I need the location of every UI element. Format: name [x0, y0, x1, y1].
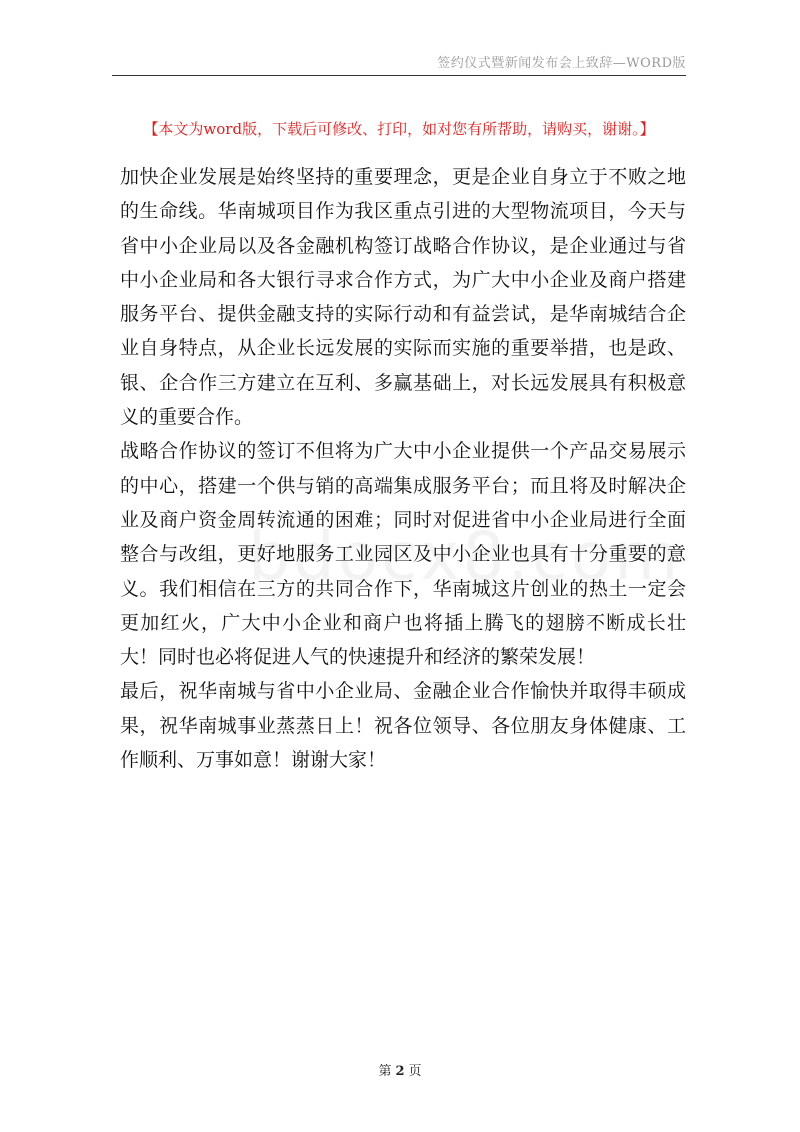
paragraph: 加快企业发展是始终坚持的重要理念，更是企业自身立于不败之地的生命线。华南城项目作为我区重点引进的大型物流项目，今天与省中小企业局以及各金融机构签订战略合作协议，是企业通过与省中小企业局和各大银行寻求合作方式，为广大中小企业及商户搭建服务平台、提供金融支持的实际行动和有益尝试，是华南城结合企业自身特点，从企业长远发展的实际而实施的重要举措，也是政、银、企合作三方建立在互利、多赢基础上，对长远发展具有积极意义的重要合作。 — [120, 166, 686, 429]
page-number: 2 — [395, 1064, 405, 1079]
page-label-prefix: 第 — [378, 1064, 392, 1079]
document-body — [120, 160, 686, 777]
paragraph: 战略合作协议的签订不但将为广大中小企业提供一个产品交易展示的中心，搭建一个供与销的高端集成服务平台；而且将及时解决企业及商户资金周转流通的困难；同时对促进省中小企业局进行全面整合与改组，更好地服务工业园区及中小企业也具有十分重要的意义。我们相信在三方的共同合作下，华南城这片创业的热土一定会更加红火，广大中小企业和商户也将插上腾飞的翅膀不断成长壮大！同时也必将促进人气的快速提升和经济的繁荣发展！ — [120, 440, 686, 669]
page-label-suffix: 页 — [408, 1064, 422, 1079]
page-footer — [0, 1060, 800, 1079]
document-header: 签约仪式暨新闻发布会上致辞—WORD版 — [437, 56, 686, 71]
download-notice: 【本文为word版，下载后可修改、打印，如对您有所帮助，请购买，谢谢。】 — [143, 120, 655, 138]
paragraph: 最后，祝华南城与省中小企业局、金融企业合作愉快并取得丰硕成果，祝华南城事业蒸蒸日上！祝各位领导、各位朋友身体健康、工作顺利、万事如意！谢谢大家！ — [120, 680, 686, 772]
header-rule — [112, 75, 686, 76]
